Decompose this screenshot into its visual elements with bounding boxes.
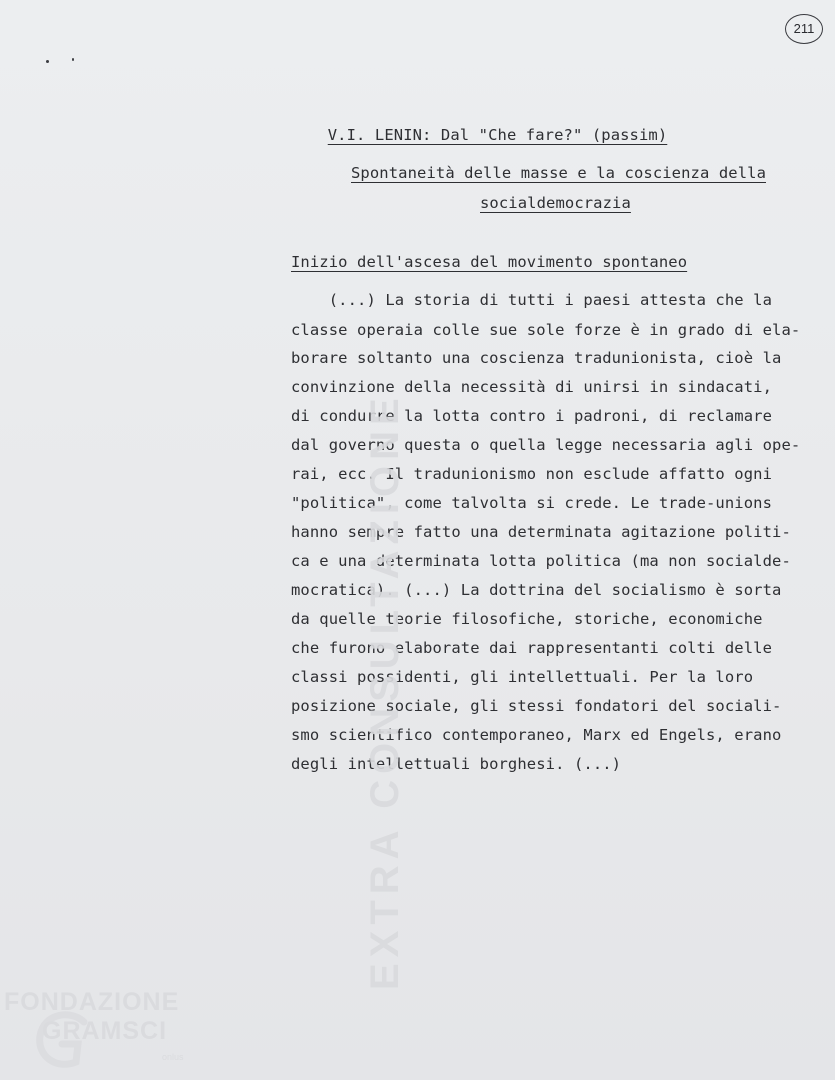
body-line: dal governo questa o quella legge necessaria agli ope- (291, 436, 801, 454)
body-line: mocratica). (...) La dottrina del socialismo è sorta (291, 581, 782, 599)
body-line: ca e una determinata lotta politica (ma non socialde- (291, 552, 791, 570)
archive-stamp-text: EXTRA CONSULTAZIONE (363, 392, 407, 990)
body-line: classi possidenti, gli intellettuali. Per la loro (291, 668, 754, 686)
fondazione-gramsci-logo (4, 988, 214, 1080)
ink-speck (72, 58, 74, 61)
body-line: smo scientifico contemporaneo, Marx ed Engels, erano (291, 726, 782, 744)
body-line: degli intellettuali borghesi. (...) (291, 755, 622, 773)
body-line: rai, ecc. Il tradunionismo non esclude affatto ogni (291, 465, 773, 483)
logo-line-1: FONDAZIONE (4, 988, 180, 1016)
logo-line-2: GRAMSCI (42, 1017, 168, 1045)
body-line: "politica", come talvolta si crede. Le trade-unions (291, 494, 773, 512)
body-line: borare soltanto una coscienza tradunionista, cioè la (291, 349, 782, 367)
page-number-circle: 211 (785, 14, 823, 44)
body-line: convinzione della necessità di unirsi in sindacati, (291, 378, 773, 396)
title-line-2: socialdemocrazia (480, 194, 631, 212)
body-line: (...) La storia di tutti i paesi attesta che la (291, 291, 773, 309)
ink-speck (46, 60, 49, 63)
body-line: da quelle teorie filosofiche, storiche, economiche (291, 610, 763, 628)
body-line: di condurre la lotta contro i padroni, di reclamare (291, 407, 773, 425)
body-line: hanno sempre fatto una determinata agitazione politi- (291, 523, 791, 541)
logo-line-3: onlus (162, 1052, 184, 1062)
title-line-1: Spontaneità delle masse e la coscienza della (351, 164, 766, 182)
section-heading: Inizio dell'ascesa del movimento spontaneo (291, 253, 688, 271)
document-header (290, 105, 667, 165)
body-line: che furono elaborate dai rappresentanti colti delle (291, 639, 773, 657)
header-text: V.I. LENIN: Dal "Che fare?" (passim) (327, 126, 668, 144)
archive-stamp (345, 392, 455, 1000)
body-line: classe operaia colle sue sole forze è in grado di ela- (291, 321, 801, 339)
body-line: posizione sociale, gli stessi fondatori del sociali- (291, 697, 782, 715)
